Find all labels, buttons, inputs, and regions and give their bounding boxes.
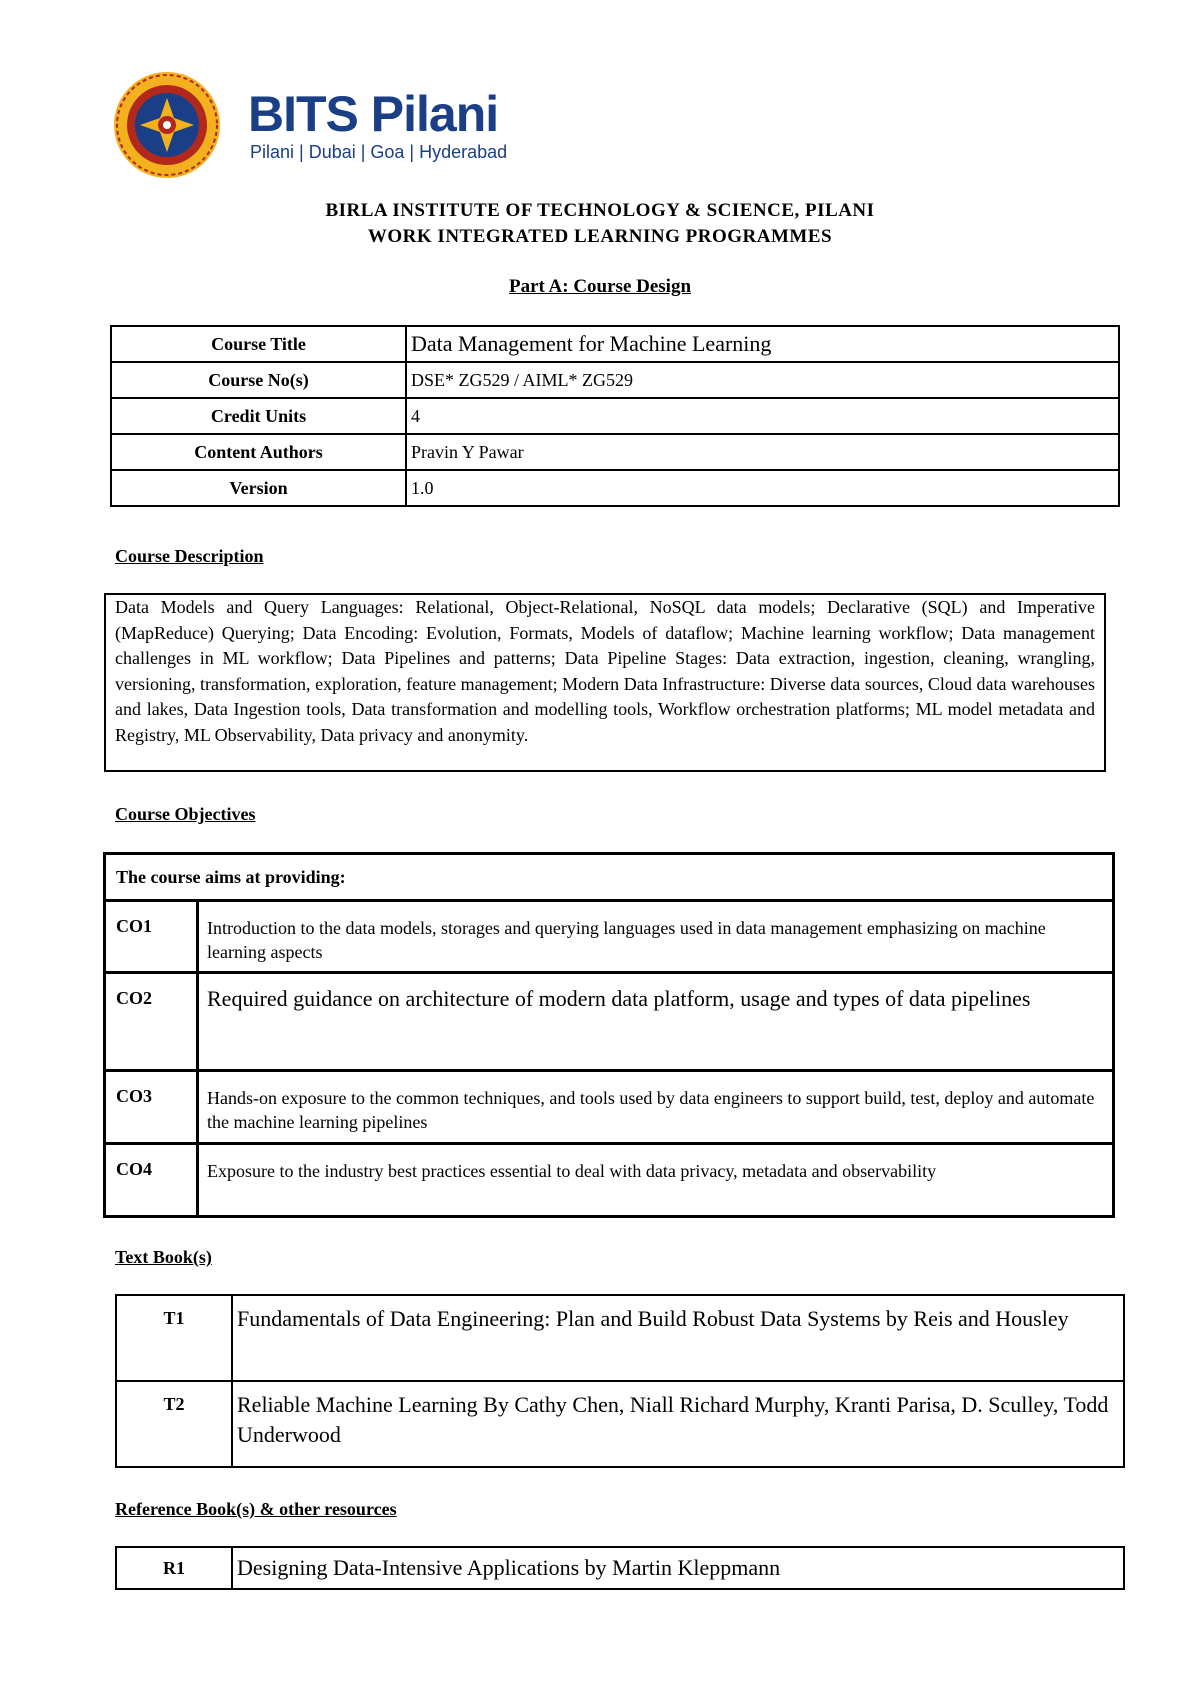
references-table <box>115 1546 1125 1590</box>
info-label: Course Title <box>111 326 406 362</box>
references-title: Reference Book(s) & other resources <box>115 1499 397 1519</box>
info-label: Content Authors <box>111 434 406 470</box>
table-row <box>116 1381 1124 1467</box>
book-code: T2 <box>116 1381 232 1467</box>
table-row <box>105 1144 1114 1217</box>
textbooks-title: Text Book(s) <box>115 1247 212 1267</box>
brand-subtitle: Pilani | Dubai | Goa | Hyderabad <box>250 142 508 162</box>
table-row <box>111 398 1119 434</box>
objectives-header: The course aims at providing: <box>105 854 1114 901</box>
objective-text: Exposure to the industry best practices essential to deal with data privacy, metadata and observability <box>198 1144 1114 1217</box>
part-title: Part A: Course Design <box>508 276 692 297</box>
info-value: 4 <box>406 398 1119 434</box>
institute-title: BIRLA INSTITUTE OF TECHNOLOGY & SCIENCE, PILANI <box>325 200 875 221</box>
book-text: Fundamentals of Data Engineering: Plan and Build Robust Data Systems by Reis and Housley <box>232 1295 1124 1381</box>
course-objectives-table <box>103 852 1115 1218</box>
info-label: Course No(s) <box>111 362 406 398</box>
programme-title: WORK INTEGRATED LEARNING PROGRAMMES <box>367 226 833 247</box>
table-row <box>116 1547 1124 1589</box>
course-objectives-title: Course Objectives <box>115 804 256 824</box>
table-row <box>105 1071 1114 1144</box>
objective-code: CO2 <box>105 973 198 1071</box>
objective-text: Introduction to the data models, storages and querying languages used in data management emphasizing on machine learning aspects <box>198 901 1114 973</box>
info-label: Version <box>111 470 406 506</box>
course-description-box: Data Models and Query Languages: Relational, Object-Relational, NoSQL data models; Declarative (SQL) and Imperative (MapReduce) Querying; Data Encoding: Evolution, Formats, Models of dataflow; Machine learning workflow; Data management challenges in ML workflow; Data Pipelines and patterns; Data Pipeline Stages: Data extraction, ingestion, cleaning, wrangling, versioning, transformation, exploration, feature management; Modern Data Infrastructure: Diverse data sources, Cloud data warehouses and lakes, Data Ingestion tools, Data transformation and modelling tools, Workflow orchestration platforms; ML model metadata and Registry, ML Observability, Data privacy and anonymity. <box>104 593 1106 772</box>
course-description-title: Course Description <box>115 546 264 566</box>
table-row <box>116 1295 1124 1381</box>
textbooks-table <box>115 1294 1125 1468</box>
table-row <box>105 901 1114 973</box>
info-value: 1.0 <box>406 470 1119 506</box>
table-row <box>111 470 1119 506</box>
reference-code: R1 <box>116 1547 232 1589</box>
table-row <box>111 362 1119 398</box>
table-row <box>105 854 1114 901</box>
objective-text: Hands-on exposure to the common techniques, and tools used by data engineers to support build, test, deploy and automate the machine learning pipelines <box>198 1071 1114 1144</box>
info-label: Credit Units <box>111 398 406 434</box>
reference-text: Designing Data-Intensive Applications by Martin Kleppmann <box>232 1547 1124 1589</box>
brand-name: BITS Pilani <box>248 86 499 142</box>
info-value: Pravin Y Pawar <box>406 434 1119 470</box>
info-value: Data Management for Machine Learning <box>406 326 1119 362</box>
book-code: T1 <box>116 1295 232 1381</box>
objective-code: CO4 <box>105 1144 198 1217</box>
objective-code: CO3 <box>105 1071 198 1144</box>
info-value: DSE* ZG529 / AIML* ZG529 <box>406 362 1119 398</box>
objective-text: Required guidance on architecture of modern data platform, usage and types of data pipelines <box>198 973 1114 1071</box>
course-info-table <box>110 325 1120 507</box>
bits-pilani-emblem-icon <box>112 70 222 180</box>
table-row <box>105 973 1114 1071</box>
table-row <box>111 434 1119 470</box>
objective-code: CO1 <box>105 901 198 973</box>
book-text: Reliable Machine Learning By Cathy Chen, Niall Richard Murphy, Kranti Parisa, D. Sculley, Todd Underwood <box>232 1381 1124 1467</box>
table-row <box>111 326 1119 362</box>
